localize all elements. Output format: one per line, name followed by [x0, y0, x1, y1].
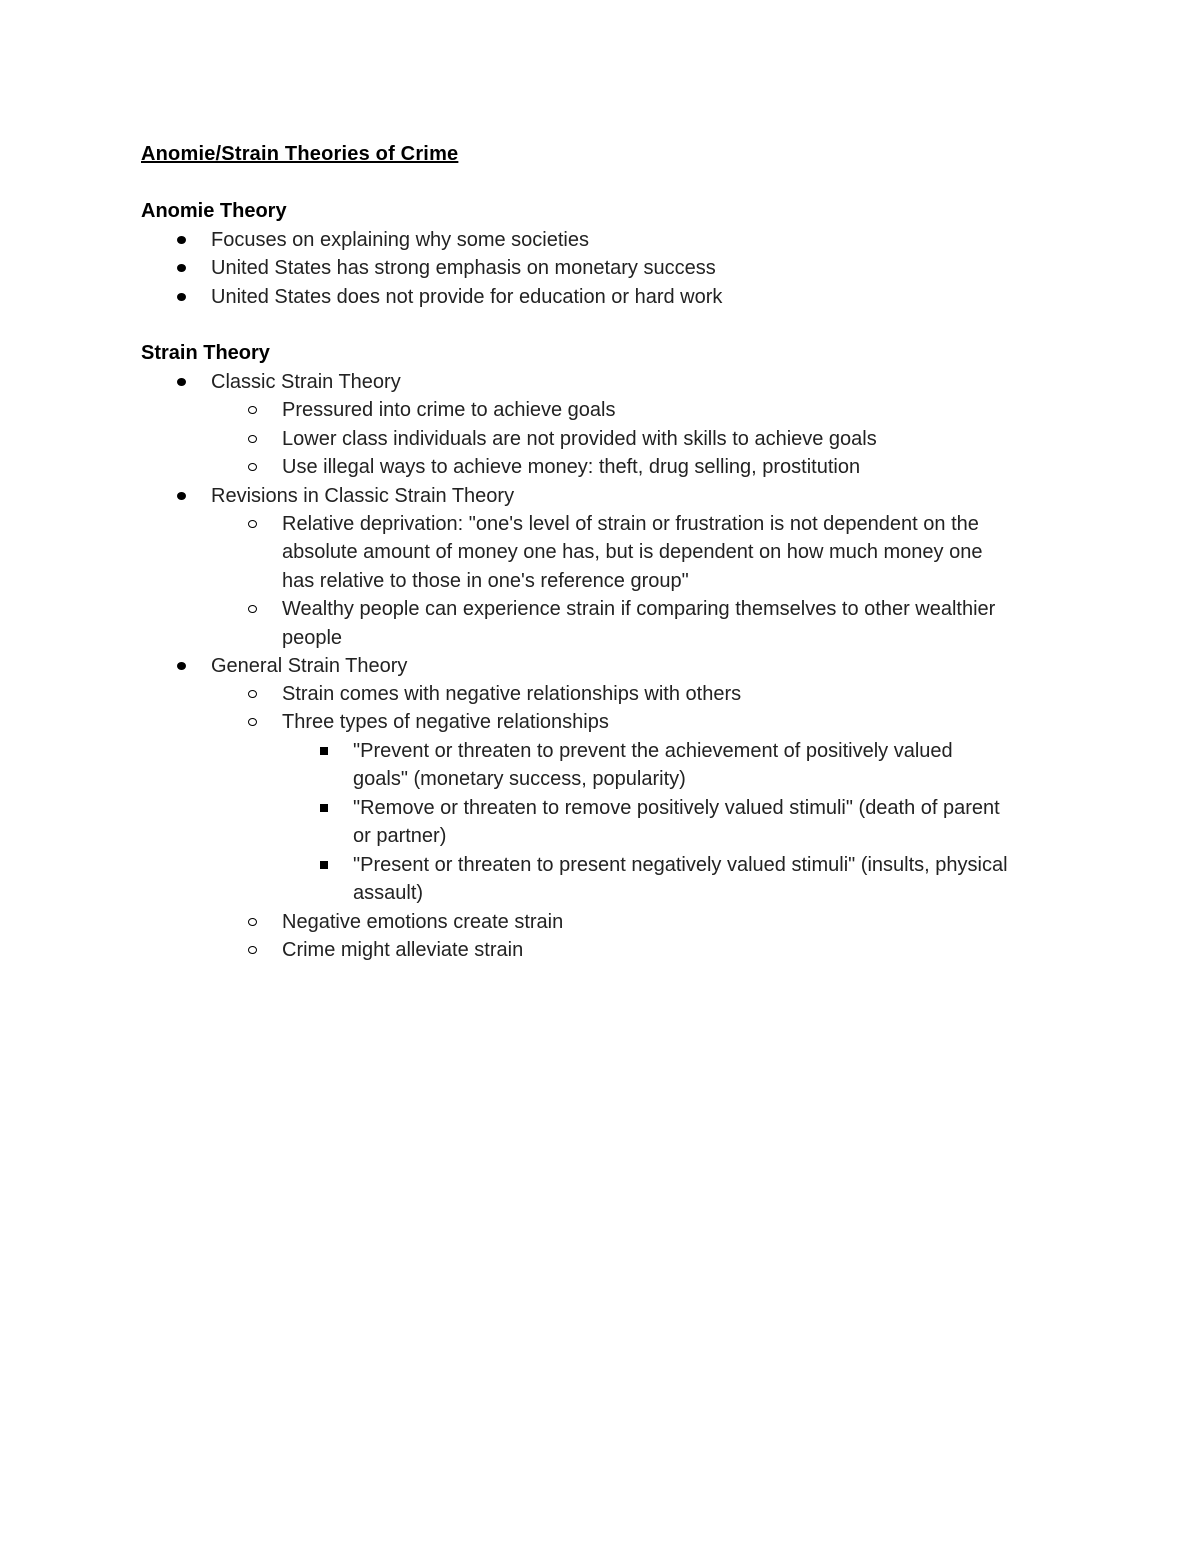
bullet-circle-icon [248, 406, 257, 414]
bullet-disc-icon [177, 236, 186, 244]
list-item-line: "Present or threaten to present negatively valued stimuli" (insults, physical [353, 854, 1008, 876]
list-item: Crime might alleviate strain [282, 939, 524, 961]
list-item-line: goals" (monetary success, popularity) [353, 768, 686, 790]
list-item-classic-strain-theory: Classic Strain Theory [211, 371, 401, 393]
list-item: Use illegal ways to achieve money: theft, drug selling, prostitution [282, 456, 861, 478]
bullet-square-icon [320, 861, 328, 869]
bullet-square-icon [320, 747, 328, 755]
bullet-circle-icon [248, 918, 257, 926]
bullet-circle-icon [248, 690, 257, 698]
list-item: Three types of negative relationships [282, 711, 609, 733]
list-item-line: absolute amount of money one has, but is dependent on how much money one [282, 541, 983, 563]
list-item-line: assault) [353, 882, 424, 904]
list-item-line: or partner) [353, 825, 447, 847]
document-title: Anomie/Strain Theories of Crime [141, 143, 459, 165]
bullet-circle-icon [248, 718, 257, 726]
list-item-line: has relative to those in one's reference group" [282, 570, 689, 592]
list-item-line: Relative deprivation: "one's level of strain or frustration is not dependent on the [282, 513, 979, 535]
list-item: Pressured into crime to achieve goals [282, 399, 616, 421]
list-item: United States has strong emphasis on monetary success [211, 257, 716, 279]
list-item: Strain comes with negative relationships with others [282, 683, 742, 705]
bullet-square-icon [320, 804, 328, 812]
list-item-revisions-classic-strain-theory: Revisions in Classic Strain Theory [211, 485, 515, 507]
list-item-line: people [282, 627, 343, 649]
bullet-disc-icon [177, 293, 186, 301]
bullet-disc-icon [177, 492, 186, 500]
list-item: Lower class individuals are not provided with skills to achieve goals [282, 428, 877, 450]
section-heading-strain-theory: Strain Theory [141, 342, 270, 364]
bullet-disc-icon [177, 662, 186, 670]
bullet-circle-icon [248, 946, 257, 954]
list-item: United States does not provide for education or hard work [211, 286, 723, 308]
list-item: Focuses on explaining why some societies [211, 229, 589, 251]
bullet-circle-icon [248, 435, 257, 443]
bullet-circle-icon [248, 463, 257, 471]
list-item-line: "Prevent or threaten to prevent the achievement of positively valued [353, 740, 953, 762]
list-item-general-strain-theory: General Strain Theory [211, 655, 408, 677]
bullet-disc-icon [177, 264, 186, 272]
bullet-circle-icon [248, 520, 257, 528]
list-item-line: "Remove or threaten to remove positively valued stimuli" (death of parent [353, 797, 1000, 819]
list-item-line: Wealthy people can experience strain if comparing themselves to other wealthier [282, 598, 996, 620]
list-item: Negative emotions create strain [282, 911, 564, 933]
section-heading-anomie-theory: Anomie Theory [141, 200, 287, 222]
bullet-disc-icon [177, 378, 186, 386]
bullet-circle-icon [248, 605, 257, 613]
